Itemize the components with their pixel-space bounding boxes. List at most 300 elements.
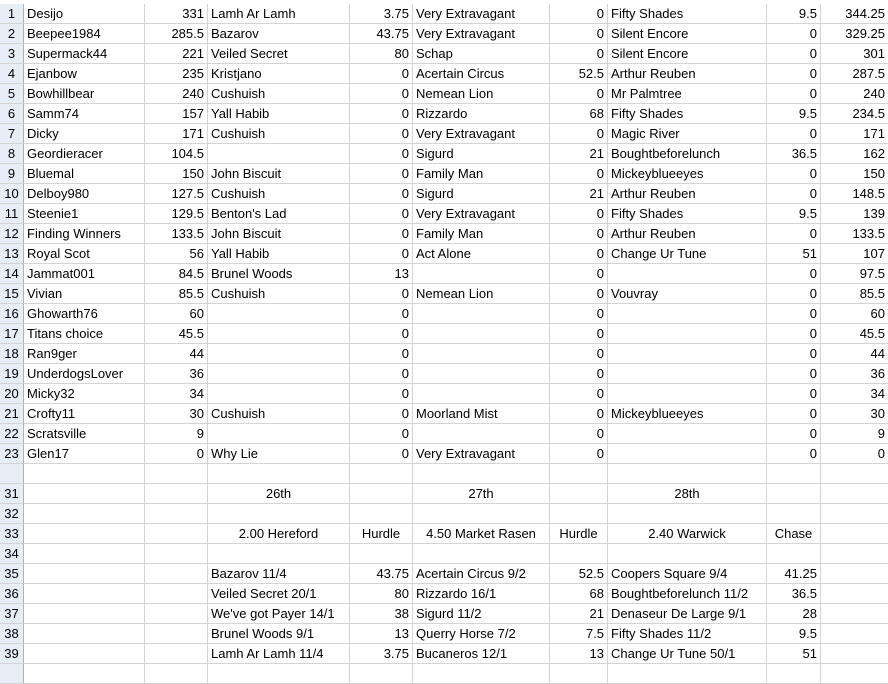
table-cell[interactable]: 162 [821,144,888,164]
table-cell[interactable] [24,484,145,504]
table-cell[interactable]: 0 [550,344,608,364]
table-cell[interactable]: 150 [145,164,208,184]
table-cell[interactable] [550,464,608,484]
table-cell[interactable] [608,384,767,404]
row-header[interactable]: 15 [0,284,24,304]
table-cell[interactable] [413,384,550,404]
table-cell[interactable]: Family Man [413,164,550,184]
table-cell[interactable]: Arthur Reuben [608,64,767,84]
table-cell[interactable]: 0 [350,84,413,104]
table-cell[interactable]: 80 [350,44,413,64]
table-cell[interactable]: Fifty Shades 11/2 [608,624,767,644]
table-cell[interactable]: 0 [550,284,608,304]
row-header[interactable]: 37 [0,604,24,624]
table-cell[interactable] [350,664,413,684]
table-cell[interactable]: 3.75 [350,4,413,24]
table-cell[interactable]: Moorland Mist [413,404,550,424]
table-cell[interactable]: Brunel Woods [208,264,350,284]
table-cell[interactable] [821,484,888,504]
table-cell[interactable]: Scratsville [24,424,145,444]
table-cell[interactable]: 0 [350,424,413,444]
table-cell[interactable]: Vouvray [608,284,767,304]
table-cell[interactable] [208,424,350,444]
table-cell[interactable] [821,584,888,604]
table-cell[interactable]: 285.5 [145,24,208,44]
table-cell[interactable]: 0 [350,224,413,244]
table-cell[interactable]: Bazarov 11/4 [208,564,350,584]
table-cell[interactable]: Brunel Woods 9/1 [208,624,350,644]
table-cell[interactable]: Mickeyblueeyes [608,164,767,184]
table-cell[interactable] [24,524,145,544]
table-cell[interactable]: 30 [145,404,208,424]
table-cell[interactable] [24,584,145,604]
table-cell[interactable]: 0 [350,164,413,184]
table-cell[interactable] [350,464,413,484]
table-cell[interactable]: 80 [350,584,413,604]
table-cell[interactable]: 0 [767,304,821,324]
table-cell[interactable] [608,664,767,684]
table-cell[interactable]: Royal Scot [24,244,145,264]
table-cell[interactable]: Steenie1 [24,204,145,224]
table-cell[interactable]: 0 [767,224,821,244]
table-cell[interactable] [145,484,208,504]
table-cell[interactable]: 0 [350,304,413,324]
row-header[interactable]: 35 [0,564,24,584]
table-cell[interactable] [608,324,767,344]
table-cell[interactable]: 21 [550,184,608,204]
table-cell[interactable]: 9 [821,424,888,444]
table-cell[interactable]: 52.5 [550,564,608,584]
table-cell[interactable] [821,544,888,564]
table-cell[interactable]: Boughtbeforelunch 11/2 [608,584,767,604]
table-cell[interactable]: Mr Palmtree [608,84,767,104]
table-cell[interactable]: 171 [145,124,208,144]
table-cell[interactable]: 0 [767,444,821,464]
table-cell[interactable]: 301 [821,44,888,64]
table-cell[interactable]: Ejanbow [24,64,145,84]
row-header[interactable]: 16 [0,304,24,324]
table-cell[interactable]: Silent Encore [608,24,767,44]
table-cell[interactable]: 0 [350,404,413,424]
table-cell[interactable] [550,544,608,564]
row-header[interactable] [0,664,24,684]
table-cell[interactable]: 0 [350,64,413,84]
table-cell[interactable]: Hurdle [550,524,608,544]
table-cell[interactable]: Act Alone [413,244,550,264]
row-header[interactable] [0,464,24,484]
table-cell[interactable] [24,664,145,684]
table-cell[interactable]: Kristjano [208,64,350,84]
table-cell[interactable] [145,584,208,604]
table-cell[interactable] [413,424,550,444]
table-cell[interactable]: 0 [767,184,821,204]
table-cell[interactable]: Beepee1984 [24,24,145,44]
table-cell[interactable] [208,144,350,164]
table-cell[interactable]: 38 [350,604,413,624]
table-cell[interactable]: Delboy980 [24,184,145,204]
table-cell[interactable]: Yall Habib [208,104,350,124]
table-cell[interactable] [767,544,821,564]
table-cell[interactable]: Yall Habib [208,244,350,264]
table-cell[interactable]: Boughtbeforelunch [608,144,767,164]
row-header[interactable]: 18 [0,344,24,364]
table-cell[interactable] [413,364,550,384]
table-cell[interactable]: Change Ur Tune 50/1 [608,644,767,664]
table-cell[interactable] [767,664,821,684]
table-cell[interactable] [821,644,888,664]
table-cell[interactable]: 0 [350,184,413,204]
table-cell[interactable]: 34 [821,384,888,404]
table-cell[interactable] [208,464,350,484]
table-cell[interactable]: Lamh Ar Lamh 11/4 [208,644,350,664]
table-cell[interactable]: 139 [821,204,888,224]
table-cell[interactable]: 9.5 [767,204,821,224]
table-cell[interactable]: 13 [550,644,608,664]
table-cell[interactable]: 43.75 [350,24,413,44]
table-cell[interactable]: Acertain Circus 9/2 [413,564,550,584]
table-cell[interactable]: Veiled Secret 20/1 [208,584,350,604]
row-header[interactable]: 32 [0,504,24,524]
table-cell[interactable] [145,544,208,564]
table-cell[interactable]: 0 [350,144,413,164]
table-cell[interactable]: Ghowarth76 [24,304,145,324]
table-cell[interactable]: 0 [767,364,821,384]
row-header[interactable]: 36 [0,584,24,604]
table-cell[interactable]: 0 [821,444,888,464]
table-cell[interactable] [208,544,350,564]
table-cell[interactable]: Geordieracer [24,144,145,164]
table-cell[interactable] [608,544,767,564]
table-cell[interactable]: 0 [550,4,608,24]
table-cell[interactable]: 44 [821,344,888,364]
table-cell[interactable] [145,464,208,484]
table-cell[interactable] [550,484,608,504]
table-cell[interactable]: UnderdogsLover [24,364,145,384]
table-cell[interactable]: 235 [145,64,208,84]
table-cell[interactable]: 44 [145,344,208,364]
table-cell[interactable] [208,504,350,524]
table-cell[interactable] [350,544,413,564]
table-cell[interactable] [145,604,208,624]
table-cell[interactable]: Family Man [413,224,550,244]
table-cell[interactable] [413,504,550,524]
table-cell[interactable]: 221 [145,44,208,64]
table-cell[interactable]: Coopers Square 9/4 [608,564,767,584]
table-cell[interactable]: Sigurd 11/2 [413,604,550,624]
table-cell[interactable] [413,664,550,684]
row-header[interactable]: 31 [0,484,24,504]
table-cell[interactable] [145,624,208,644]
table-cell[interactable]: 0 [550,324,608,344]
table-cell[interactable]: 0 [350,104,413,124]
table-cell[interactable]: 9.5 [767,104,821,124]
table-cell[interactable]: John Biscuit [208,224,350,244]
table-cell[interactable]: 9.5 [767,624,821,644]
table-cell[interactable] [767,504,821,524]
table-cell[interactable]: 0 [767,264,821,284]
table-cell[interactable]: Cushuish [208,404,350,424]
table-cell[interactable]: Ran9ger [24,344,145,364]
table-cell[interactable]: Benton's Lad [208,204,350,224]
table-cell[interactable]: 51 [767,644,821,664]
table-cell[interactable]: 43.75 [350,564,413,584]
table-cell[interactable]: 21 [550,144,608,164]
table-cell[interactable]: 21 [550,604,608,624]
table-cell[interactable]: Vivian [24,284,145,304]
table-cell[interactable] [608,344,767,364]
table-cell[interactable]: 51 [767,244,821,264]
table-cell[interactable] [767,484,821,504]
table-cell[interactable]: 331 [145,4,208,24]
table-cell[interactable]: 0 [767,24,821,44]
table-cell[interactable]: Cushuish [208,284,350,304]
table-cell[interactable]: 0 [350,344,413,364]
table-cell[interactable]: Rizzardo 16/1 [413,584,550,604]
table-cell[interactable]: 148.5 [821,184,888,204]
table-cell[interactable] [208,664,350,684]
table-cell[interactable]: Finding Winners [24,224,145,244]
table-cell[interactable]: Very Extravagant [413,124,550,144]
table-cell[interactable]: 157 [145,104,208,124]
row-header[interactable]: 3 [0,44,24,64]
table-cell[interactable] [821,604,888,624]
table-cell[interactable]: 0 [550,44,608,64]
row-header[interactable]: 14 [0,264,24,284]
table-cell[interactable]: 26th [208,484,350,504]
table-cell[interactable]: 0 [550,424,608,444]
table-cell[interactable]: 0 [350,124,413,144]
table-cell[interactable] [821,664,888,684]
table-cell[interactable]: 0 [350,324,413,344]
table-cell[interactable]: 0 [145,444,208,464]
table-cell[interactable]: Glen17 [24,444,145,464]
table-cell[interactable] [413,324,550,344]
table-cell[interactable] [821,464,888,484]
row-header[interactable]: 19 [0,364,24,384]
table-cell[interactable] [821,504,888,524]
table-cell[interactable] [608,464,767,484]
table-cell[interactable]: Bucaneros 12/1 [413,644,550,664]
table-cell[interactable]: 45.5 [821,324,888,344]
table-cell[interactable]: 0 [767,124,821,144]
table-cell[interactable]: 0 [767,424,821,444]
table-cell[interactable]: Sigurd [413,144,550,164]
table-cell[interactable] [145,564,208,584]
table-cell[interactable]: Dicky [24,124,145,144]
table-cell[interactable]: John Biscuit [208,164,350,184]
table-cell[interactable]: 287.5 [821,64,888,84]
table-cell[interactable]: Desijo [24,4,145,24]
table-cell[interactable] [208,304,350,324]
table-cell[interactable]: 36 [821,364,888,384]
table-cell[interactable]: 0 [767,44,821,64]
table-cell[interactable]: Jammat001 [24,264,145,284]
table-cell[interactable]: 129.5 [145,204,208,224]
table-cell[interactable]: 60 [145,304,208,324]
table-cell[interactable]: 28 [767,604,821,624]
table-cell[interactable]: 0 [550,164,608,184]
row-header[interactable]: 34 [0,544,24,564]
table-cell[interactable]: 68 [550,104,608,124]
table-cell[interactable]: Acertain Circus [413,64,550,84]
table-cell[interactable] [24,544,145,564]
table-cell[interactable] [145,524,208,544]
table-cell[interactable]: 0 [767,164,821,184]
table-cell[interactable] [24,464,145,484]
table-cell[interactable]: 0 [550,84,608,104]
row-header[interactable]: 33 [0,524,24,544]
row-header[interactable]: 5 [0,84,24,104]
table-cell[interactable]: 0 [350,444,413,464]
table-cell[interactable] [24,564,145,584]
table-cell[interactable]: 0 [767,404,821,424]
table-cell[interactable]: 4.50 Market Rasen [413,524,550,544]
row-header[interactable]: 8 [0,144,24,164]
table-cell[interactable]: Nemean Lion [413,284,550,304]
table-cell[interactable] [350,504,413,524]
table-cell[interactable]: Titans choice [24,324,145,344]
table-cell[interactable] [208,364,350,384]
table-cell[interactable]: 0 [350,244,413,264]
table-cell[interactable]: Fifty Shades [608,104,767,124]
table-cell[interactable]: Sigurd [413,184,550,204]
table-cell[interactable]: 3.75 [350,644,413,664]
table-cell[interactable]: 36.5 [767,584,821,604]
table-cell[interactable]: 45.5 [145,324,208,344]
table-cell[interactable]: 68 [550,584,608,604]
row-header[interactable]: 9 [0,164,24,184]
table-cell[interactable]: 0 [550,264,608,284]
row-header[interactable]: 4 [0,64,24,84]
table-cell[interactable]: Veiled Secret [208,44,350,64]
table-cell[interactable]: Nemean Lion [413,84,550,104]
table-cell[interactable]: 0 [550,24,608,44]
table-cell[interactable]: Supermack44 [24,44,145,64]
row-header[interactable]: 22 [0,424,24,444]
table-cell[interactable]: Mickeyblueeyes [608,404,767,424]
table-cell[interactable]: Denaseur De Large 9/1 [608,604,767,624]
table-cell[interactable]: Very Extravagant [413,444,550,464]
table-cell[interactable]: 41.25 [767,564,821,584]
table-cell[interactable] [550,504,608,524]
table-cell[interactable]: Hurdle [350,524,413,544]
table-cell[interactable]: Chase [767,524,821,544]
table-cell[interactable] [550,664,608,684]
table-cell[interactable]: Lamh Ar Lamh [208,4,350,24]
table-cell[interactable]: 0 [350,364,413,384]
row-header[interactable]: 20 [0,384,24,404]
table-cell[interactable]: Crofty11 [24,404,145,424]
table-cell[interactable]: Why Lie [208,444,350,464]
table-cell[interactable]: 28th [608,484,767,504]
table-cell[interactable]: 0 [767,324,821,344]
table-cell[interactable]: 56 [145,244,208,264]
table-cell[interactable] [608,444,767,464]
table-cell[interactable]: 0 [550,384,608,404]
table-cell[interactable]: 9.5 [767,4,821,24]
table-cell[interactable]: 2.40 Warwick [608,524,767,544]
table-cell[interactable]: Rizzardo [413,104,550,124]
table-cell[interactable]: Arthur Reuben [608,184,767,204]
table-cell[interactable] [208,344,350,364]
row-header[interactable]: 10 [0,184,24,204]
table-cell[interactable] [145,504,208,524]
table-cell[interactable]: 0 [550,244,608,264]
table-cell[interactable]: 30 [821,404,888,424]
table-cell[interactable]: 0 [550,404,608,424]
table-cell[interactable]: 27th [413,484,550,504]
table-cell[interactable]: 127.5 [145,184,208,204]
row-header[interactable]: 38 [0,624,24,644]
row-header[interactable]: 39 [0,644,24,664]
table-cell[interactable]: 0 [350,204,413,224]
table-cell[interactable]: 0 [350,284,413,304]
table-cell[interactable]: 240 [821,84,888,104]
table-cell[interactable]: 0 [767,384,821,404]
table-cell[interactable]: 85.5 [145,284,208,304]
table-cell[interactable]: Cushuish [208,184,350,204]
table-cell[interactable]: 150 [821,164,888,184]
table-cell[interactable] [821,564,888,584]
table-cell[interactable]: 97.5 [821,264,888,284]
table-cell[interactable] [821,524,888,544]
table-cell[interactable]: Change Ur Tune [608,244,767,264]
table-cell[interactable]: 344.25 [821,4,888,24]
table-cell[interactable]: 0 [550,304,608,324]
row-header[interactable]: 11 [0,204,24,224]
table-cell[interactable]: 0 [767,84,821,104]
table-cell[interactable]: Bazarov [208,24,350,44]
table-cell[interactable]: 60 [821,304,888,324]
row-header[interactable]: 1 [0,4,24,24]
table-cell[interactable] [767,464,821,484]
table-cell[interactable] [24,624,145,644]
table-cell[interactable] [413,344,550,364]
table-cell[interactable]: 234.5 [821,104,888,124]
table-cell[interactable] [821,624,888,644]
table-cell[interactable] [413,304,550,324]
table-cell[interactable]: Bluemal [24,164,145,184]
table-cell[interactable] [208,384,350,404]
table-cell[interactable]: Querry Horse 7/2 [413,624,550,644]
row-header[interactable]: 2 [0,24,24,44]
table-cell[interactable]: Cushuish [208,84,350,104]
table-cell[interactable] [24,644,145,664]
table-cell[interactable]: Fifty Shades [608,4,767,24]
table-cell[interactable]: Fifty Shades [608,204,767,224]
table-cell[interactable] [608,264,767,284]
table-cell[interactable]: 34 [145,384,208,404]
table-cell[interactable] [24,604,145,624]
table-cell[interactable]: Samm74 [24,104,145,124]
table-cell[interactable]: Micky32 [24,384,145,404]
table-cell[interactable]: 36.5 [767,144,821,164]
table-cell[interactable]: 0 [550,204,608,224]
table-cell[interactable]: Very Extravagant [413,4,550,24]
table-cell[interactable]: Silent Encore [608,44,767,64]
table-cell[interactable] [350,484,413,504]
table-cell[interactable]: 0 [550,364,608,384]
table-cell[interactable]: 52.5 [550,64,608,84]
table-cell[interactable] [24,504,145,524]
table-cell[interactable]: Arthur Reuben [608,224,767,244]
table-cell[interactable]: 13 [350,264,413,284]
table-cell[interactable]: 0 [550,444,608,464]
table-cell[interactable]: Very Extravagant [413,204,550,224]
row-header[interactable]: 6 [0,104,24,124]
table-cell[interactable] [208,324,350,344]
row-header[interactable]: 17 [0,324,24,344]
